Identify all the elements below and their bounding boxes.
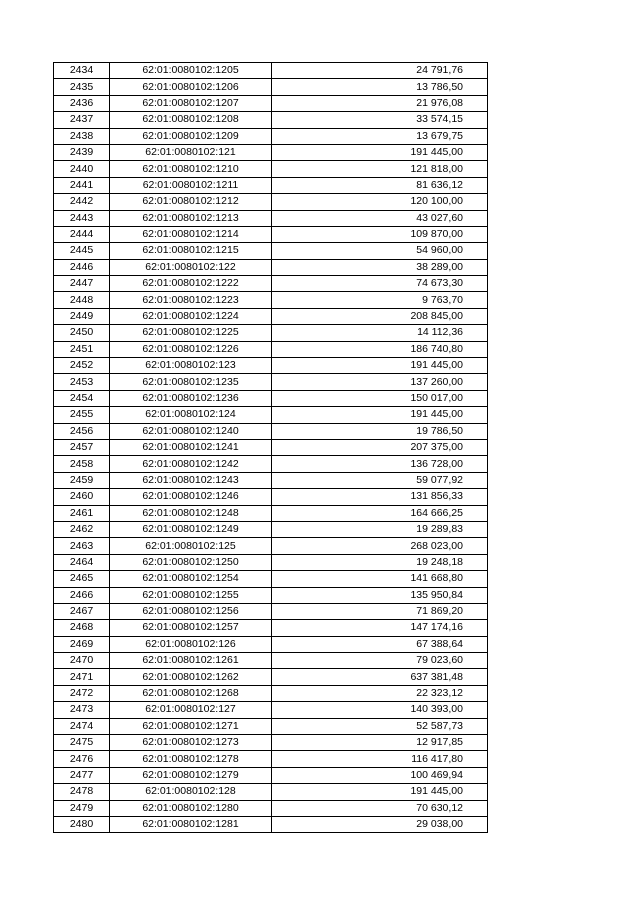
value-cell: 81 636,12 (272, 177, 488, 193)
value-cell: 140 393,00 (272, 702, 488, 718)
row-number-cell: 2460 (54, 489, 110, 505)
cadastral-number-cell: 62:01:0080102:124 (110, 407, 272, 423)
row-number-cell: 2468 (54, 620, 110, 636)
table-row (54, 800, 488, 816)
cadastral-number-cell: 62:01:0080102:1226 (110, 341, 272, 357)
row-number-cell: 2471 (54, 669, 110, 685)
table-row (54, 407, 488, 423)
cadastral-number-cell: 62:01:0080102:127 (110, 702, 272, 718)
value-cell: 19 289,83 (272, 521, 488, 537)
cadastral-number-cell: 62:01:0080102:1209 (110, 128, 272, 144)
row-number-cell: 2448 (54, 292, 110, 308)
table-row (54, 423, 488, 439)
row-number-cell: 2465 (54, 571, 110, 587)
table-row (54, 161, 488, 177)
value-cell: 70 630,12 (272, 800, 488, 816)
cadastral-number-cell: 62:01:0080102:1242 (110, 456, 272, 472)
value-cell: 150 017,00 (272, 390, 488, 406)
value-cell: 29 038,00 (272, 816, 488, 832)
table-row (54, 112, 488, 128)
row-number-cell: 2440 (54, 161, 110, 177)
table-row (54, 505, 488, 521)
value-cell: 164 666,25 (272, 505, 488, 521)
value-cell: 141 668,80 (272, 571, 488, 587)
row-number-cell: 2447 (54, 276, 110, 292)
table-row (54, 521, 488, 537)
table-row (54, 702, 488, 718)
row-number-cell: 2456 (54, 423, 110, 439)
table-row (54, 194, 488, 210)
cadastral-number-cell: 62:01:0080102:1211 (110, 177, 272, 193)
value-cell: 136 728,00 (272, 456, 488, 472)
row-number-cell: 2443 (54, 210, 110, 226)
cadastral-number-cell: 62:01:0080102:1255 (110, 587, 272, 603)
table-row (54, 751, 488, 767)
cadastral-number-cell: 62:01:0080102:1213 (110, 210, 272, 226)
value-cell: 54 960,00 (272, 243, 488, 259)
cadastral-number-cell: 62:01:0080102:1241 (110, 439, 272, 455)
cadastral-number-cell: 62:01:0080102:1257 (110, 620, 272, 636)
table-row (54, 587, 488, 603)
cadastral-number-cell: 62:01:0080102:1236 (110, 390, 272, 406)
value-cell: 186 740,80 (272, 341, 488, 357)
row-number-cell: 2452 (54, 358, 110, 374)
cadastral-number-cell: 62:01:0080102:1278 (110, 751, 272, 767)
row-number-cell: 2458 (54, 456, 110, 472)
row-number-cell: 2474 (54, 718, 110, 734)
cadastral-number-cell: 62:01:0080102:1235 (110, 374, 272, 390)
table-row (54, 374, 488, 390)
row-number-cell: 2480 (54, 816, 110, 832)
table-row (54, 669, 488, 685)
cadastral-number-cell: 62:01:0080102:1212 (110, 194, 272, 210)
cadastral-number-cell: 62:01:0080102:126 (110, 636, 272, 652)
cadastral-number-cell: 62:01:0080102:121 (110, 144, 272, 160)
cadastral-number-cell: 62:01:0080102:1248 (110, 505, 272, 521)
cadastral-number-cell: 62:01:0080102:1206 (110, 79, 272, 95)
cadastral-number-cell: 62:01:0080102:1224 (110, 308, 272, 324)
table-row (54, 95, 488, 111)
table-row (54, 79, 488, 95)
value-cell: 79 023,60 (272, 653, 488, 669)
table-row (54, 259, 488, 275)
row-number-cell: 2463 (54, 538, 110, 554)
value-cell: 100 469,94 (272, 767, 488, 783)
cadastral-number-cell: 62:01:0080102:1254 (110, 571, 272, 587)
table-row (54, 489, 488, 505)
table-row (54, 767, 488, 783)
cadastral-number-cell: 62:01:0080102:1273 (110, 735, 272, 751)
table-row (54, 128, 488, 144)
value-cell: 67 388,64 (272, 636, 488, 652)
value-cell: 637 381,48 (272, 669, 488, 685)
table-row (54, 554, 488, 570)
table-row (54, 735, 488, 751)
value-cell: 14 112,36 (272, 325, 488, 341)
row-number-cell: 2441 (54, 177, 110, 193)
row-number-cell: 2435 (54, 79, 110, 95)
row-number-cell: 2473 (54, 702, 110, 718)
cadastral-number-cell: 62:01:0080102:1243 (110, 472, 272, 488)
row-number-cell: 2451 (54, 341, 110, 357)
value-cell: 137 260,00 (272, 374, 488, 390)
value-cell: 109 870,00 (272, 226, 488, 242)
cadastral-number-cell: 62:01:0080102:1214 (110, 226, 272, 242)
row-number-cell: 2479 (54, 800, 110, 816)
table-row (54, 390, 488, 406)
cadastral-number-cell: 62:01:0080102:1249 (110, 521, 272, 537)
table-row (54, 816, 488, 832)
value-cell: 207 375,00 (272, 439, 488, 455)
table-row (54, 341, 488, 357)
value-cell: 268 023,00 (272, 538, 488, 554)
cadastral-number-cell: 62:01:0080102:123 (110, 358, 272, 374)
cadastral-number-cell: 62:01:0080102:125 (110, 538, 272, 554)
row-number-cell: 2475 (54, 735, 110, 751)
row-number-cell: 2459 (54, 472, 110, 488)
value-cell: 191 445,00 (272, 358, 488, 374)
value-cell: 9 763,70 (272, 292, 488, 308)
value-cell: 12 917,85 (272, 735, 488, 751)
value-cell: 120 100,00 (272, 194, 488, 210)
row-number-cell: 2466 (54, 587, 110, 603)
cadastral-value-table (53, 62, 488, 833)
row-number-cell: 2439 (54, 144, 110, 160)
value-cell: 71 869,20 (272, 603, 488, 619)
row-number-cell: 2438 (54, 128, 110, 144)
value-cell: 13 786,50 (272, 79, 488, 95)
row-number-cell: 2478 (54, 784, 110, 800)
cadastral-number-cell: 62:01:0080102:1246 (110, 489, 272, 505)
cadastral-number-cell: 62:01:0080102:122 (110, 259, 272, 275)
cadastral-number-cell: 62:01:0080102:1268 (110, 685, 272, 701)
value-cell: 147 174,16 (272, 620, 488, 636)
row-number-cell: 2477 (54, 767, 110, 783)
table-row (54, 718, 488, 734)
row-number-cell: 2449 (54, 308, 110, 324)
table-row (54, 653, 488, 669)
value-cell: 43 027,60 (272, 210, 488, 226)
cadastral-number-cell: 62:01:0080102:1256 (110, 603, 272, 619)
row-number-cell: 2472 (54, 685, 110, 701)
value-cell: 74 673,30 (272, 276, 488, 292)
cadastral-number-cell: 62:01:0080102:1281 (110, 816, 272, 832)
row-number-cell: 2457 (54, 439, 110, 455)
cadastral-number-cell: 62:01:0080102:1210 (110, 161, 272, 177)
cadastral-number-cell: 62:01:0080102:1222 (110, 276, 272, 292)
row-number-cell: 2445 (54, 243, 110, 259)
value-cell: 59 077,92 (272, 472, 488, 488)
table-row (54, 538, 488, 554)
row-number-cell: 2469 (54, 636, 110, 652)
row-number-cell: 2464 (54, 554, 110, 570)
table-row (54, 603, 488, 619)
value-cell: 121 818,00 (272, 161, 488, 177)
table-row (54, 292, 488, 308)
table-body (54, 63, 488, 833)
row-number-cell: 2467 (54, 603, 110, 619)
cadastral-number-cell: 62:01:0080102:1271 (110, 718, 272, 734)
value-cell: 131 856,33 (272, 489, 488, 505)
row-number-cell: 2436 (54, 95, 110, 111)
table-row (54, 308, 488, 324)
cadastral-number-cell: 62:01:0080102:1262 (110, 669, 272, 685)
table-row (54, 210, 488, 226)
row-number-cell: 2470 (54, 653, 110, 669)
value-cell: 19 786,50 (272, 423, 488, 439)
value-cell: 135 950,84 (272, 587, 488, 603)
cadastral-number-cell: 62:01:0080102:1261 (110, 653, 272, 669)
table-row (54, 685, 488, 701)
row-number-cell: 2453 (54, 374, 110, 390)
value-cell: 191 445,00 (272, 407, 488, 423)
row-number-cell: 2446 (54, 259, 110, 275)
table-row (54, 63, 488, 79)
cadastral-number-cell: 62:01:0080102:128 (110, 784, 272, 800)
cadastral-number-cell: 62:01:0080102:1240 (110, 423, 272, 439)
row-number-cell: 2444 (54, 226, 110, 242)
table-row (54, 620, 488, 636)
table-row (54, 325, 488, 341)
value-cell: 24 791,76 (272, 63, 488, 79)
row-number-cell: 2450 (54, 325, 110, 341)
cadastral-number-cell: 62:01:0080102:1279 (110, 767, 272, 783)
value-cell: 22 323,12 (272, 685, 488, 701)
row-number-cell: 2454 (54, 390, 110, 406)
row-number-cell: 2461 (54, 505, 110, 521)
cadastral-number-cell: 62:01:0080102:1208 (110, 112, 272, 128)
table-row (54, 472, 488, 488)
value-cell: 52 587,73 (272, 718, 488, 734)
value-cell: 19 248,18 (272, 554, 488, 570)
table-row (54, 456, 488, 472)
value-cell: 13 679,75 (272, 128, 488, 144)
table-row (54, 784, 488, 800)
value-cell: 191 445,00 (272, 144, 488, 160)
row-number-cell: 2434 (54, 63, 110, 79)
row-number-cell: 2462 (54, 521, 110, 537)
cadastral-number-cell: 62:01:0080102:1207 (110, 95, 272, 111)
cadastral-number-cell: 62:01:0080102:1225 (110, 325, 272, 341)
table-row (54, 439, 488, 455)
row-number-cell: 2437 (54, 112, 110, 128)
row-number-cell: 2455 (54, 407, 110, 423)
value-cell: 208 845,00 (272, 308, 488, 324)
cadastral-number-cell: 62:01:0080102:1215 (110, 243, 272, 259)
table-row (54, 144, 488, 160)
cadastral-number-cell: 62:01:0080102:1223 (110, 292, 272, 308)
table-row (54, 636, 488, 652)
value-cell: 191 445,00 (272, 784, 488, 800)
table-row (54, 243, 488, 259)
row-number-cell: 2476 (54, 751, 110, 767)
table-row (54, 358, 488, 374)
value-cell: 116 417,80 (272, 751, 488, 767)
value-cell: 33 574,15 (272, 112, 488, 128)
cadastral-number-cell: 62:01:0080102:1250 (110, 554, 272, 570)
table-row (54, 226, 488, 242)
value-cell: 38 289,00 (272, 259, 488, 275)
table-row (54, 177, 488, 193)
table-row (54, 276, 488, 292)
cadastral-number-cell: 62:01:0080102:1280 (110, 800, 272, 816)
table-row (54, 571, 488, 587)
value-cell: 21 976,08 (272, 95, 488, 111)
cadastral-number-cell: 62:01:0080102:1205 (110, 63, 272, 79)
row-number-cell: 2442 (54, 194, 110, 210)
